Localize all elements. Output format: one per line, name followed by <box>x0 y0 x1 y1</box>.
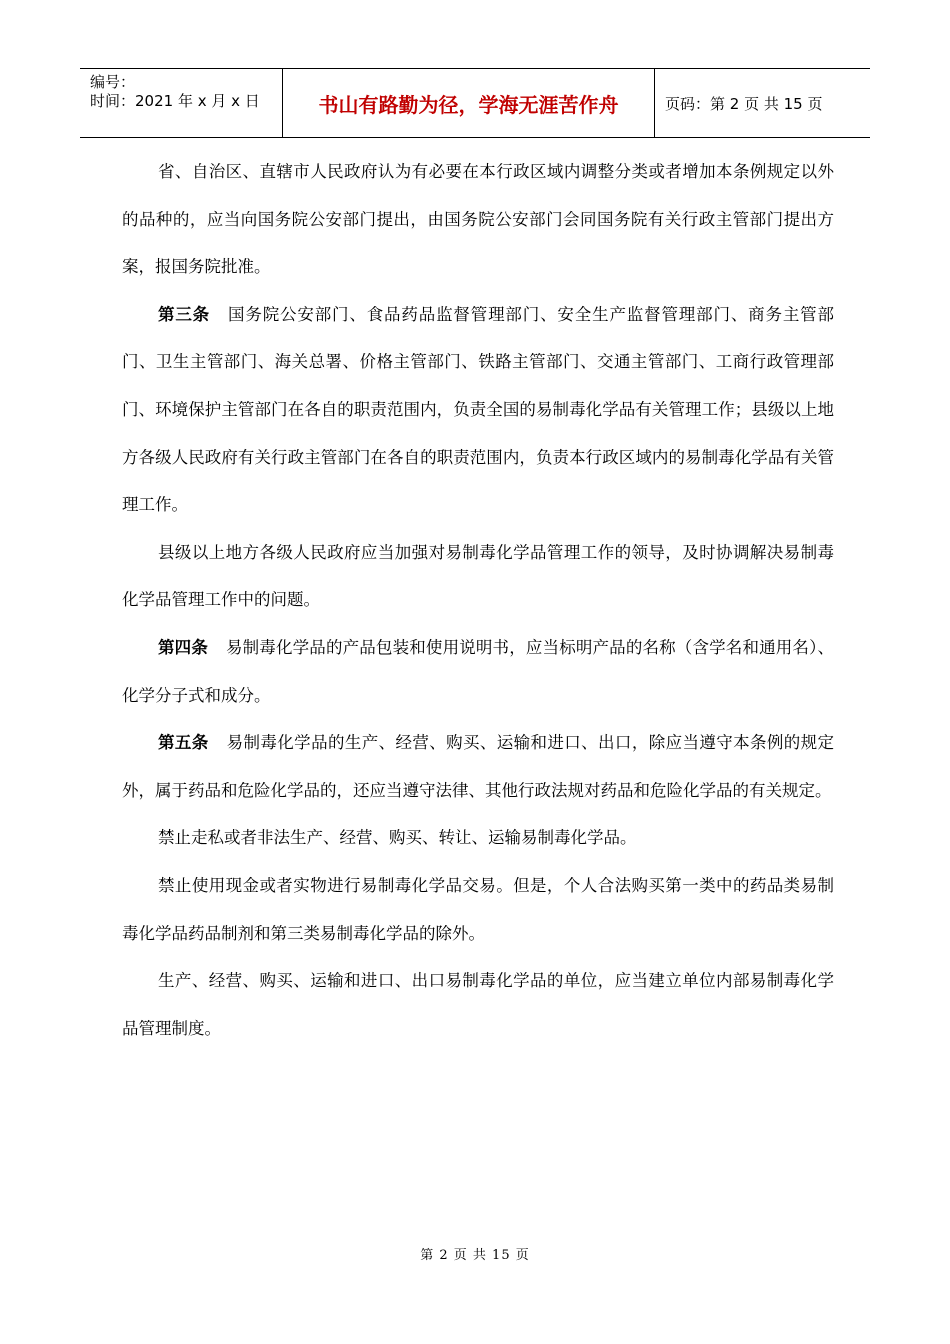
paragraph <box>122 719 834 814</box>
paragraph <box>122 291 834 529</box>
paragraph <box>122 529 834 624</box>
paragraph <box>122 624 834 719</box>
paragraph <box>122 148 834 291</box>
paragraph-text: 省、自治区、直辖市人民政府认为有必要在本行政区域内调整分类或者增加本条例规定以外的品种的，应当向国务院公安部门提出，由国务院公安部门会同国务院有关行政主管部门提出方案，报国务院批准。 <box>122 162 834 277</box>
page-header <box>80 68 870 138</box>
paragraph-text: 易制毒化学品的产品包装和使用说明书，应当标明产品的名称（含学名和通用名）、化学分子式和成分。 <box>122 637 835 705</box>
paragraph-text: 易制毒化学品的生产、经营、购买、运输和进口、出口，除应当遵守本条例的规定外，属于药品和危险化学品的，还应当遵守法律、其他行政法规对药品和危险化学品的有关规定。 <box>122 733 835 800</box>
header-meta <box>80 69 282 137</box>
paragraph-text: 县级以上地方各级人民政府应当加强对易制毒化学品管理工作的领导，及时协调解决易制毒化学品管理工作中的问题。 <box>122 542 834 610</box>
paragraph-text: 国务院公安部门、食品药品监督管理部门、安全生产监督管理部门、商务主管部门、卫生主管部门、海关总署、价格主管部门、铁路主管部门、交通主管部门、工商行政管理部门、环境保护主管部门在各自的职责范围内，负责全国的易制毒化学品有关管理工作；县级以上地方各级人民政府有关行政主管部门在各自的职责范围内，负责本行政区域内的易制毒化学品有关管理工作。 <box>122 304 835 515</box>
paragraph-text: 禁止使用现金或者实物进行易制毒化学品交易。但是，个人合法购买第一类中的药品类易制毒化学品药品制剂和第三类易制毒化学品的除外。 <box>122 875 834 943</box>
paragraph-text: 禁止走私或者非法生产、经营、购买、转让、运输易制毒化学品。 <box>158 828 637 848</box>
page-footer: 第 2 页 共 15 页 <box>420 1248 530 1263</box>
header-motto: 书山有路勤为径，学海无涯苦作舟 <box>282 69 655 137</box>
number-label: 编号： <box>90 73 136 91</box>
header-page-label: 页码：第 2 页 共 15 页 <box>665 94 823 113</box>
article-number: 第三条 <box>158 304 211 324</box>
paragraph <box>122 862 834 957</box>
article-number: 第四条 <box>158 637 208 657</box>
paragraph <box>122 814 834 862</box>
paragraph <box>122 957 834 1052</box>
time-label: 时间：2021 年 x 月 x 日 <box>90 92 260 110</box>
document-body <box>122 148 834 1052</box>
paragraph-text: 生产、经营、购买、运输和进口、出口易制毒化学品的单位，应当建立单位内部易制毒化学品管理制度。 <box>122 971 834 1038</box>
article-number: 第五条 <box>158 733 209 753</box>
